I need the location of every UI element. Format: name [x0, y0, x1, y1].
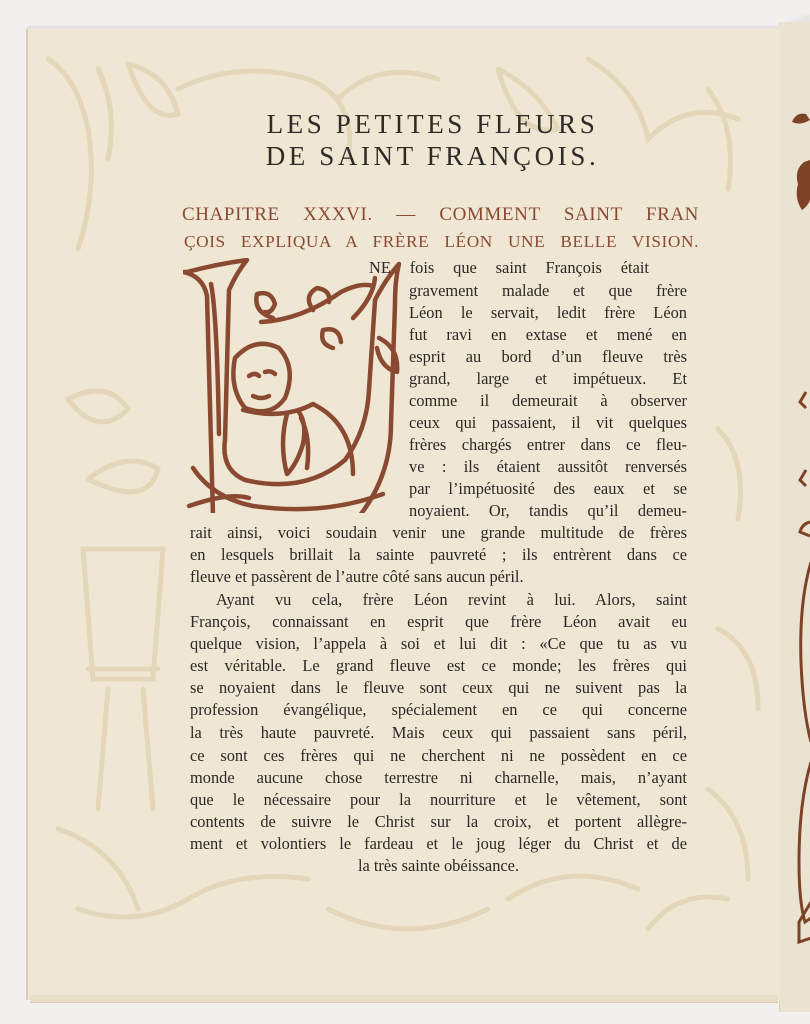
paragraph-1-line: grand, large et impétueux. Et — [409, 369, 687, 388]
paragraph-2-line: est véritable. Le grand fleuve est ce monde; les frères qui — [190, 656, 687, 675]
paragraph-1-line: frères chargés entrer dans ce fleu- — [409, 435, 687, 454]
page-deckle-edge — [30, 995, 778, 1003]
chapter-heading-line-1: CHAPITRE XXXVI. — COMMENT SAINT FRAN — [182, 204, 699, 225]
paragraph-1-line: gravement malade et que frère — [409, 281, 687, 300]
paragraph-2-line: contents de suivre le Christ sur la croix, et portent allègre- — [190, 812, 687, 831]
illuminated-initial-u-monk-praying-icon — [183, 258, 401, 513]
paragraph-2-last-line: la très sainte obéissance. — [357, 856, 520, 875]
paragraph-2-line: profession évangélique, spécialement en ce qui concerne — [190, 700, 687, 719]
book-title-line-2: DE SAINT FRANÇOIS. — [265, 141, 600, 171]
paragraph-1-line: comme il demeurait à observer — [409, 391, 687, 410]
paragraph-1-line: NE fois que saint François était — [369, 258, 649, 277]
paragraph-2-line: que le nécessaire pour la nourriture et le vêtement, sont — [190, 790, 687, 809]
paragraph-2-first-line: Ayant vu cela, frère Léon revint à lui. Alors, saint — [216, 590, 687, 609]
chapter-heading-line-2: ÇOIS EXPLIQUA A FRÈRE LÉON UNE BELLE VISION. — [184, 232, 699, 251]
paragraph-2-line: quelque vision, l’appela à soi et lui dit : «Ce que tu as vu — [190, 634, 687, 653]
paragraph-1-line: ceux qui passaient, il vit quelques — [409, 413, 687, 432]
paragraph-1-line: Léon le servait, ledit frère Léon — [409, 303, 687, 322]
paragraph-1-line: noyaient. Or, tandis qu’il demeu- — [409, 501, 687, 520]
paragraph-1-line: rait ainsi, voici soudain venir une grande multitude de frères — [190, 523, 687, 542]
book-title-line-1: LES PETITES FLEURS — [266, 109, 599, 139]
paragraph-2-line: la très haute pauvreté. Mais ceux qui passaient sans péril, — [190, 723, 687, 742]
paragraph-1-line: fut ravi en extase et mené en — [409, 325, 687, 344]
paragraph-2-line: se noyaient dans le fleuve sont ceux qui ne suivent pas la — [190, 678, 687, 697]
paragraph-1-line: esprit au bord d’un fleuve très — [409, 347, 687, 366]
paragraph-1-line: en lesquels brillait la sainte pauvreté ; ils entrèrent dans ce — [190, 545, 687, 564]
paragraph-2-line: François, connaissant en esprit que frère Léon avait eu — [190, 612, 687, 631]
paragraph-1-line: ve : ils étaient aussitôt renversés — [409, 457, 687, 476]
paragraph-1-line: par l’impétuosité des eaux et se — [409, 479, 687, 498]
paragraph-2-line: ce sont ces frères qui ne cherchent ni ne possèdent en ce — [190, 746, 687, 765]
paragraph-1-last-line: fleuve et passèrent de l’autre côté sans aucun péril. — [190, 567, 524, 586]
paragraph-2-line: monde aucune chose terrestre ni charnelle, mais, n’ayant — [190, 768, 687, 787]
paragraph-2-line: ment et volontiers le fardeau et le joug léger du Christ et de — [190, 834, 687, 853]
